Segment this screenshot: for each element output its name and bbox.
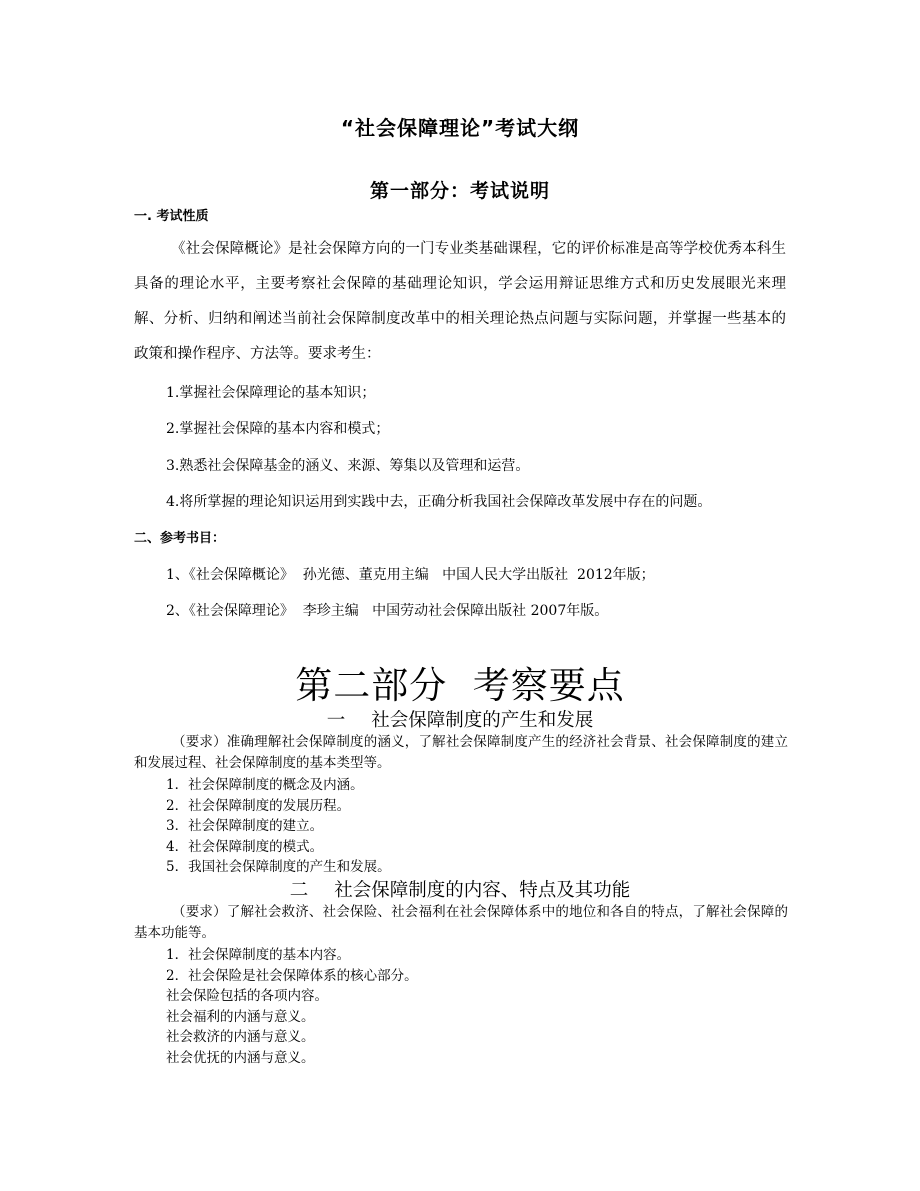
chapter1-item: 5．我国社会保障制度的产生和发展。	[166, 859, 391, 875]
section1-item: 3.熟悉社会保障基金的涵义、来源、筹集以及管理和运营。	[166, 458, 530, 474]
chapter2-title: 社会保障制度的内容、特点及其功能	[334, 880, 631, 901]
section1-item: 4.将所掌握的理论知识运用到实践中去，正确分析我国社会保障改革发展中存在的问题。	[166, 494, 712, 510]
chapter2-item: 社会保险包括的各项内容。	[166, 988, 328, 1004]
chapter1-item: 1．社会保障制度的概念及内涵。	[166, 777, 364, 793]
chapter1-heading	[0, 706, 920, 732]
reference-book: 1、《社会保障概论》 孙光德、董克用主编 中国人民大学出版社 2012年版；	[166, 567, 655, 583]
chapter2-requirement: （要求）了解社会救济、社会保险、社会福利在社会保障体系中的地位和各自的特点，了解社会保障的基本功能等。	[134, 904, 788, 941]
chapter2-number: 二	[289, 880, 309, 901]
chapter2-item: 社会优抚的内涵与意义。	[166, 1050, 315, 1066]
part1-title: 第一部分：考试说明	[369, 180, 550, 202]
section1-item: 1.掌握社会保障理论的基本知识；	[166, 385, 376, 401]
chapter2-item: 社会救济的内涵与意义。	[166, 1029, 315, 1045]
chapter1-title: 社会保障制度的产生和发展	[371, 710, 594, 731]
section1-item: 2.掌握社会保障的基本内容和模式；	[166, 421, 390, 437]
chapter2-item: 1．社会保障制度的基本内容。	[166, 947, 351, 963]
chapter1-number: 一	[326, 710, 346, 731]
section1-heading: 一. 考试性质	[134, 209, 209, 224]
chapter1-item: 2．社会保障制度的发展历程。	[166, 798, 351, 814]
chapter2-item: 社会福利的内涵与意义。	[166, 1009, 315, 1025]
chapter1-requirement: （要求）准确理解社会保障制度的涵义，了解社会保障制度产生的经济社会背景、社会保障制度的建立和发展过程、社会保障制度的基本类型等。	[134, 734, 788, 771]
chapter2-heading	[0, 876, 920, 902]
chapter2-item: 2．社会保险是社会保障体系的核心部分。	[166, 968, 418, 984]
section2-heading: 二、参考书目：	[134, 531, 226, 546]
reference-book: 2、《社会保障理论》 李珍主编 中国劳动社会保障出版社 2007年版。	[166, 603, 609, 619]
document-title: “社会保障理论”考试大纲	[340, 116, 580, 140]
section1-paragraph: 《社会保障概论》是社会保障方向的一门专业类基础课程，它的评价标准是高等学校优秀本科生具备的理论水平，主要考察社会保障的基础理论知识，学会运用辩证思维方式和历史发展眼光来理解、分析、归纳和阐述当前社会保障制度改革中的相关理论热点问题与实际问题，并掌握一些基本的政策和操作程序、方法等。要求考生：	[134, 241, 786, 362]
chapter1-item: 4．社会保障制度的模式。	[166, 839, 324, 855]
part2-title: 第二部分 考察要点	[295, 664, 625, 707]
chapter1-item: 3．社会保障制度的建立。	[166, 818, 324, 834]
